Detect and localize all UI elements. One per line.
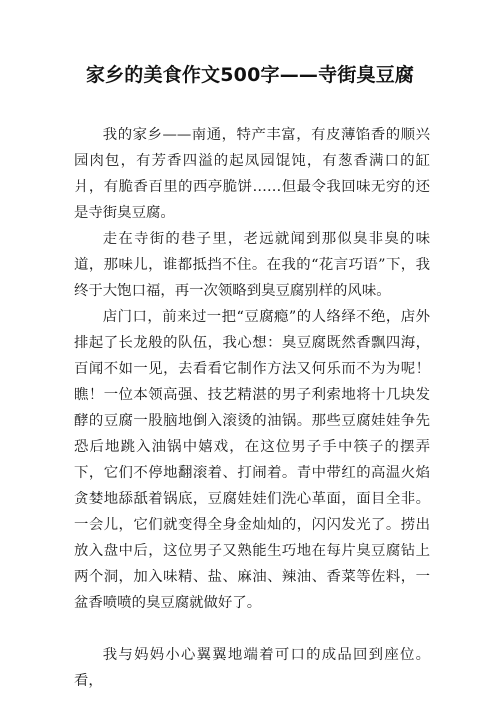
- document-body: [74, 122, 430, 694]
- paragraph-seat: 我与妈妈小心翼翼地端着可口的成品回到座位。看，: [74, 647, 430, 689]
- paragraph-shop: 店门口，前来过一把“豆腐瘾”的人络绎不绝，店外排起了长龙般的队伍，我心想：臭豆腐既然香飘四海，百闻不如一见，去看看它制作方法又何乐而不为为呢！瞧！一位本领高强、技艺精湛的男子利索地将十几块发酵的豆腐一股脑地倒入滚烫的油锅。那些豆腐娃娃争先恐后地跳入油锅中嬉戏，在这位男子手中筷子的摆弄下，它们不停地翻滚着、打闹着。青中带红的高温火焰贪婪地舔舐着锅底，豆腐娃娃们洗心革面，面目全非。一会儿，它们就变得全身金灿灿的，闪闪发光了。捞出放入盘中后，这位男子又熟能生巧地在每片臭豆腐钻上两个洞，加入味精、盐、麻油、辣油、香菜等佐料，一盆香喷喷的臭豆腐就做好了。: [74, 309, 430, 611]
- document-title: 家乡的美食作文500字——寺街臭豆腐: [85, 64, 415, 86]
- paragraph-intro: 我的家乡——南通，特产丰富，有皮薄馅香的顺兴园肉包，有芳香四溢的起凤园馄饨，有葱香满口的缸爿，有脆香百里的西亭脆饼……但最令我回味无穷的还是寺街臭豆腐。: [74, 127, 430, 221]
- paragraph-street: 走在寺街的巷子里，老远就闻到那似臭非臭的味道，那味儿，谁都抵挡不住。在我的“花言巧语”下，我终于大饱口福，再一次领略到臭豆腐别样的风味。: [74, 231, 430, 299]
